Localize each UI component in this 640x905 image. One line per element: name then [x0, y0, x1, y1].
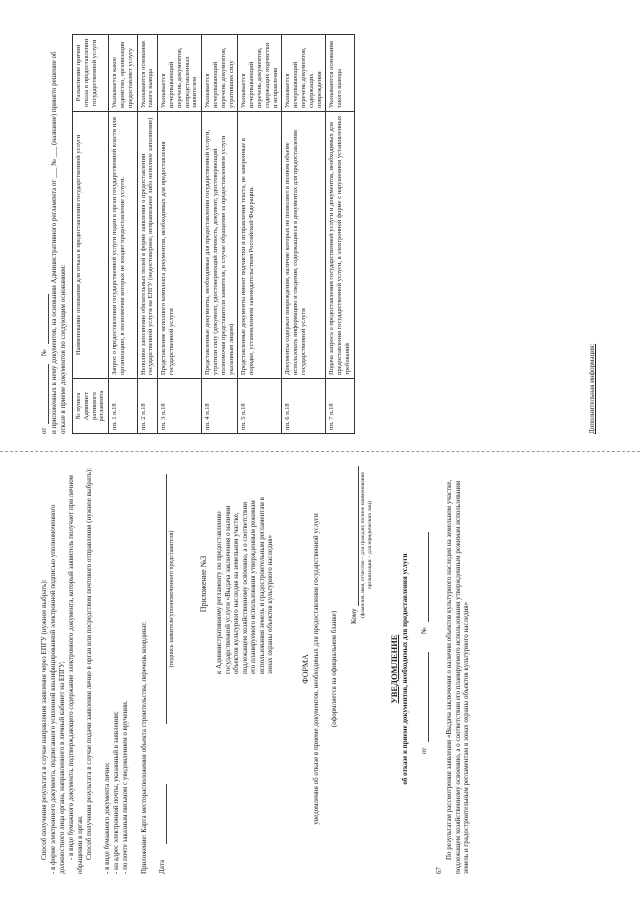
notice-date-line	[428, 652, 429, 742]
appendix-title: Приложение №3	[199, 555, 208, 613]
table-row	[158, 35, 202, 434]
header-num: №	[40, 349, 48, 356]
table-cell-reason: Документы содержат повреждения, наличие которых не позволяет в полном объеме использовать информацию и сведения, содержащиеся в документах для предоставления государственной услуги	[282, 112, 326, 379]
refusal-grounds-table	[72, 34, 355, 434]
result-option-mail: - по почте заказным письмом с уведомлением о вручении.	[121, 700, 129, 874]
table-header: № пункта Админист ративного регламента	[73, 379, 109, 434]
table-row	[238, 35, 282, 434]
result-option-personal: - в виде бумажного документа лично;	[103, 762, 111, 874]
notice-title: УВЕДОМЛЕНИЕ	[389, 634, 399, 704]
appendix-text: к Административному регламенту по предоставлению государственной услуги «Выдача заключения о наличии объектов культурного наследия на земельном участке, подлежащем хозяйственному освоению, а о соответствии его планируемого использования утвержденным режимам использования земель и градостроительным регламентам в зонах охраны объектов культурного наследия»	[215, 497, 274, 674]
table-cell-comment: Указывается исчерпывающий перечень документов, непредставленных заявителем	[158, 35, 202, 112]
to-line	[358, 466, 359, 606]
table-cell-reason: Подача запроса о предоставлении государственной услуги и документов, необходимых для предоставления государственной услуги, в электронной форме с нарушением установленных требований	[326, 112, 354, 379]
table-header-row	[73, 35, 109, 434]
to-caption: (фамилия, имя, отчество – для граждан; полное наименование организации – для юридических лиц)	[360, 472, 373, 618]
table-row	[282, 35, 326, 434]
date-label: Дата	[158, 860, 166, 874]
header-text: и приложенных к нему документов, на основании Административного регламента от ___ № ___ (название) принято решение об отказе в приеме документов по следующим основаниям:	[50, 51, 67, 434]
signature-caption: (подпись заявителя/уполномоченного представителя)	[169, 530, 175, 668]
extra-info-label: Дополнительная информация:	[588, 343, 596, 434]
table-cell-item: пп. 5 п.18	[238, 379, 282, 434]
table-cell-item: пп. 6 п.18	[282, 379, 326, 434]
table-cell-item: пп. 7 п.18	[326, 379, 354, 434]
page-number: 67	[435, 867, 443, 874]
result-method-personal: Способ получения результата в случае подачи заявления лично в орган или посредством почтового отправления (нужное выбрать):	[85, 467, 93, 860]
table-cell-comment: Указываются основания такого вывода	[137, 35, 158, 112]
table-cell-item: пп. 4 п.18	[202, 379, 238, 434]
to-label: Кому	[350, 608, 358, 624]
header-num-line	[48, 294, 49, 344]
table-cell-item: пп. 3 п.18	[158, 379, 202, 434]
table-cell-comment: Указывается какое ведомство, организация предоставляет услугу	[109, 35, 137, 112]
right-page	[40, 34, 600, 434]
result-option-email: - на адрес электронной почты, указанный в заявлении;	[112, 711, 120, 874]
table-row	[137, 35, 158, 434]
table-cell-comment: Указывается исчерпывающий перечень документов, утративших силу	[202, 35, 238, 112]
notice-num-label: №	[420, 627, 428, 634]
table-cell-comment: Указываются основания такого вывода	[326, 35, 354, 112]
notice-num-line	[428, 532, 429, 622]
table-header: Разъяснение причин отказа в предоставлении государственной услуги	[73, 35, 109, 112]
table-header: Наименование основания для отказа в предоставлении государственной услуги	[73, 112, 109, 379]
result-option-paper: - в виде бумажного документа, подтверждающего содержание электронного документа, который заявитель получает при личном обращении в орган.	[67, 475, 84, 874]
table-cell-reason: Представленные документы имеют подчистки и исправления текста, не заверенные в порядке, установленном законодательством Российской Федерации.	[238, 112, 282, 379]
form-title: ФОРМА	[301, 654, 310, 684]
notice-date-label: от	[420, 747, 428, 754]
table-cell-comment: Указывается исчерпывающий перечень документов, содержащих подчистки и исправления	[238, 35, 282, 112]
form-note: (оформляется на официальном бланке)	[330, 610, 338, 728]
table-cell-reason: Представленные документы, необходимые для предоставления государственной услуги, утратили силу (документ, удостоверяющий личность, документ, удостоверяющий полномочия представителя заявителя, в случае обращения за предоставлением услуги указанным лицом)	[202, 112, 238, 379]
form-subtitle: уведомления об отказе в приеме документов, необходимых для предоставления государственной услуги	[312, 513, 320, 825]
result-option-e-doc: - в форме электронного документа, подписанного усиленной квалифицированной электронной подписью уполномоченного должностного лица органа, направленного в личный кабинет на ЕПГУ;	[49, 504, 66, 874]
notice-subtitle: об отказе в приеме документов, необходимых для предоставления услуги	[401, 553, 409, 785]
result-method-online: Способ получения результата в случае направления заявления через ЕПГУ (нужное выбрать):	[40, 579, 48, 860]
table-row	[202, 35, 238, 434]
table-cell-item: пп. 2 п.18	[137, 379, 158, 434]
date-line	[166, 784, 167, 844]
table-cell-comment: Указывается исчерпывающий перечень документов, содержащих повреждения	[282, 35, 326, 112]
header-from-line	[48, 364, 49, 424]
table-cell-reason: Представление неполного комплекта документов, необходимых для предоставления государственной услуги	[158, 112, 202, 379]
attachment-note: Приложение: Карта месторасположения объекта строительства, перечень координат.	[140, 621, 148, 874]
table-row	[326, 35, 354, 434]
left-page	[40, 464, 600, 874]
signature-line	[166, 474, 167, 724]
table-cell-reason: Неполное заполнение обязательных полей в форме заявления о предоставлении государственной услуги на ЕПГУ (недостоверное, неправильное либо неполное заполнение)	[137, 112, 158, 379]
table-cell-item: пп. 1 п.18	[109, 379, 137, 434]
notice-body: По результатам рассмотрения заявления «Выдача заключения о наличии объектов культурного наследия на земельном участке, подлежащем хозяйственному освоению, а о соответствии его планируемого использования утвержденным режимам использования земель и градостроительным регламентам в зонах охраны объектов культурного наследия»	[445, 479, 470, 874]
fold-line	[0, 451, 640, 452]
table-cell-reason: Запрос о предоставлении государственной услуги подан в орган государственной власти или организацию, в полномочия которых не входит предоставление услуги.	[109, 112, 137, 379]
header-from: от	[40, 427, 48, 434]
table-row	[109, 35, 137, 434]
